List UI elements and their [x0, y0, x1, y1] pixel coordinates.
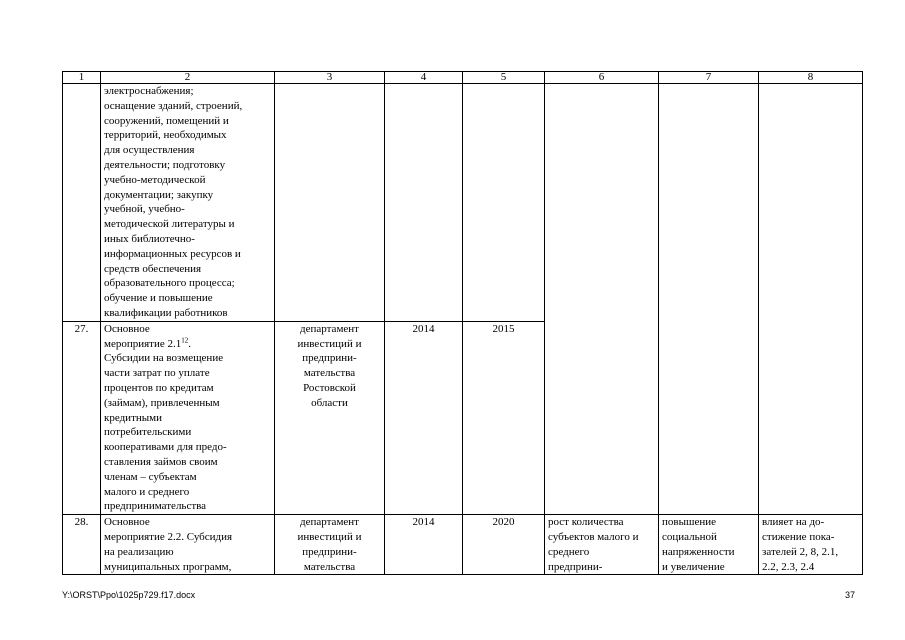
row-number: 27. [63, 321, 101, 514]
end-year-cell: 2015 [463, 321, 545, 514]
footnote-ref: 12 [181, 335, 189, 344]
header-cell: 8 [759, 72, 863, 84]
header-cell: 4 [385, 72, 463, 84]
number-cell [63, 84, 101, 322]
program-measures-table [62, 71, 863, 575]
header-cell: 1 [63, 72, 101, 84]
footer-file-path: Y:\ORST\Ppo\1025p729.f17.docx [62, 590, 196, 600]
header-cell: 5 [463, 72, 545, 84]
consequence-cell-merged [659, 84, 759, 515]
table-row-continuation [63, 84, 863, 322]
header-cell: 7 [659, 72, 759, 84]
measure-cell [101, 84, 275, 322]
measure-title [101, 321, 275, 514]
executor-cell: департамент инвестиций и предприни- мательства [275, 515, 385, 575]
header-cell: 3 [275, 72, 385, 84]
measure-title-part: . Субсидии на возмещение части затрат по уплате процентов по кредитам (займам), привлеченным кредитными потребительскими кооперативами для предо- ставления займов своим членам – субъектам малого и среднего предпринимательства [104, 337, 227, 513]
start-year-cell [385, 84, 463, 322]
table-row-28 [63, 515, 863, 575]
page-number: 37 [845, 590, 856, 600]
start-year-cell: 2014 [385, 321, 463, 514]
table-header-row [63, 72, 863, 84]
measure-title-part: Основное мероприятие 2.1 [104, 322, 182, 350]
consequence-cell: повышение социальной напряженности и увеличение [659, 515, 759, 575]
executor-cell: департамент инвестиций и предприни- мательства Ростовской области [275, 321, 385, 514]
measure-title: Основное мероприятие 2.2. Субсидия на реализацию муниципальных программ, [101, 515, 275, 575]
result-cell: рост количества субъектов малого и среднего предприни- [545, 515, 659, 575]
header-cell: 6 [545, 72, 659, 84]
start-year-cell: 2014 [385, 515, 463, 575]
header-cell: 2 [101, 72, 275, 84]
executor-cell [275, 84, 385, 322]
indicators-cell: влияет на до- стижение пока- зателей 2, 8, 2.1, 2.2, 2.3, 2.4 [759, 515, 863, 575]
continuation-text: электроснабжения; оснащение зданий, строений, сооружений, помещений и территорий, необходимых для осуществления деятельности; подготовку учебно-методической документации; закупку учебной, учебно- методической литературы и иных библиотечно- информационных ресурсов и средств обеспечения образовательного процесса; обучение и повышение квалификации работников [104, 85, 243, 319]
end-year-cell: 2020 [463, 515, 545, 575]
result-cell-merged [545, 84, 659, 515]
row-number: 28. [63, 515, 101, 575]
end-year-cell [463, 84, 545, 322]
indicators-cell-merged [759, 84, 863, 515]
